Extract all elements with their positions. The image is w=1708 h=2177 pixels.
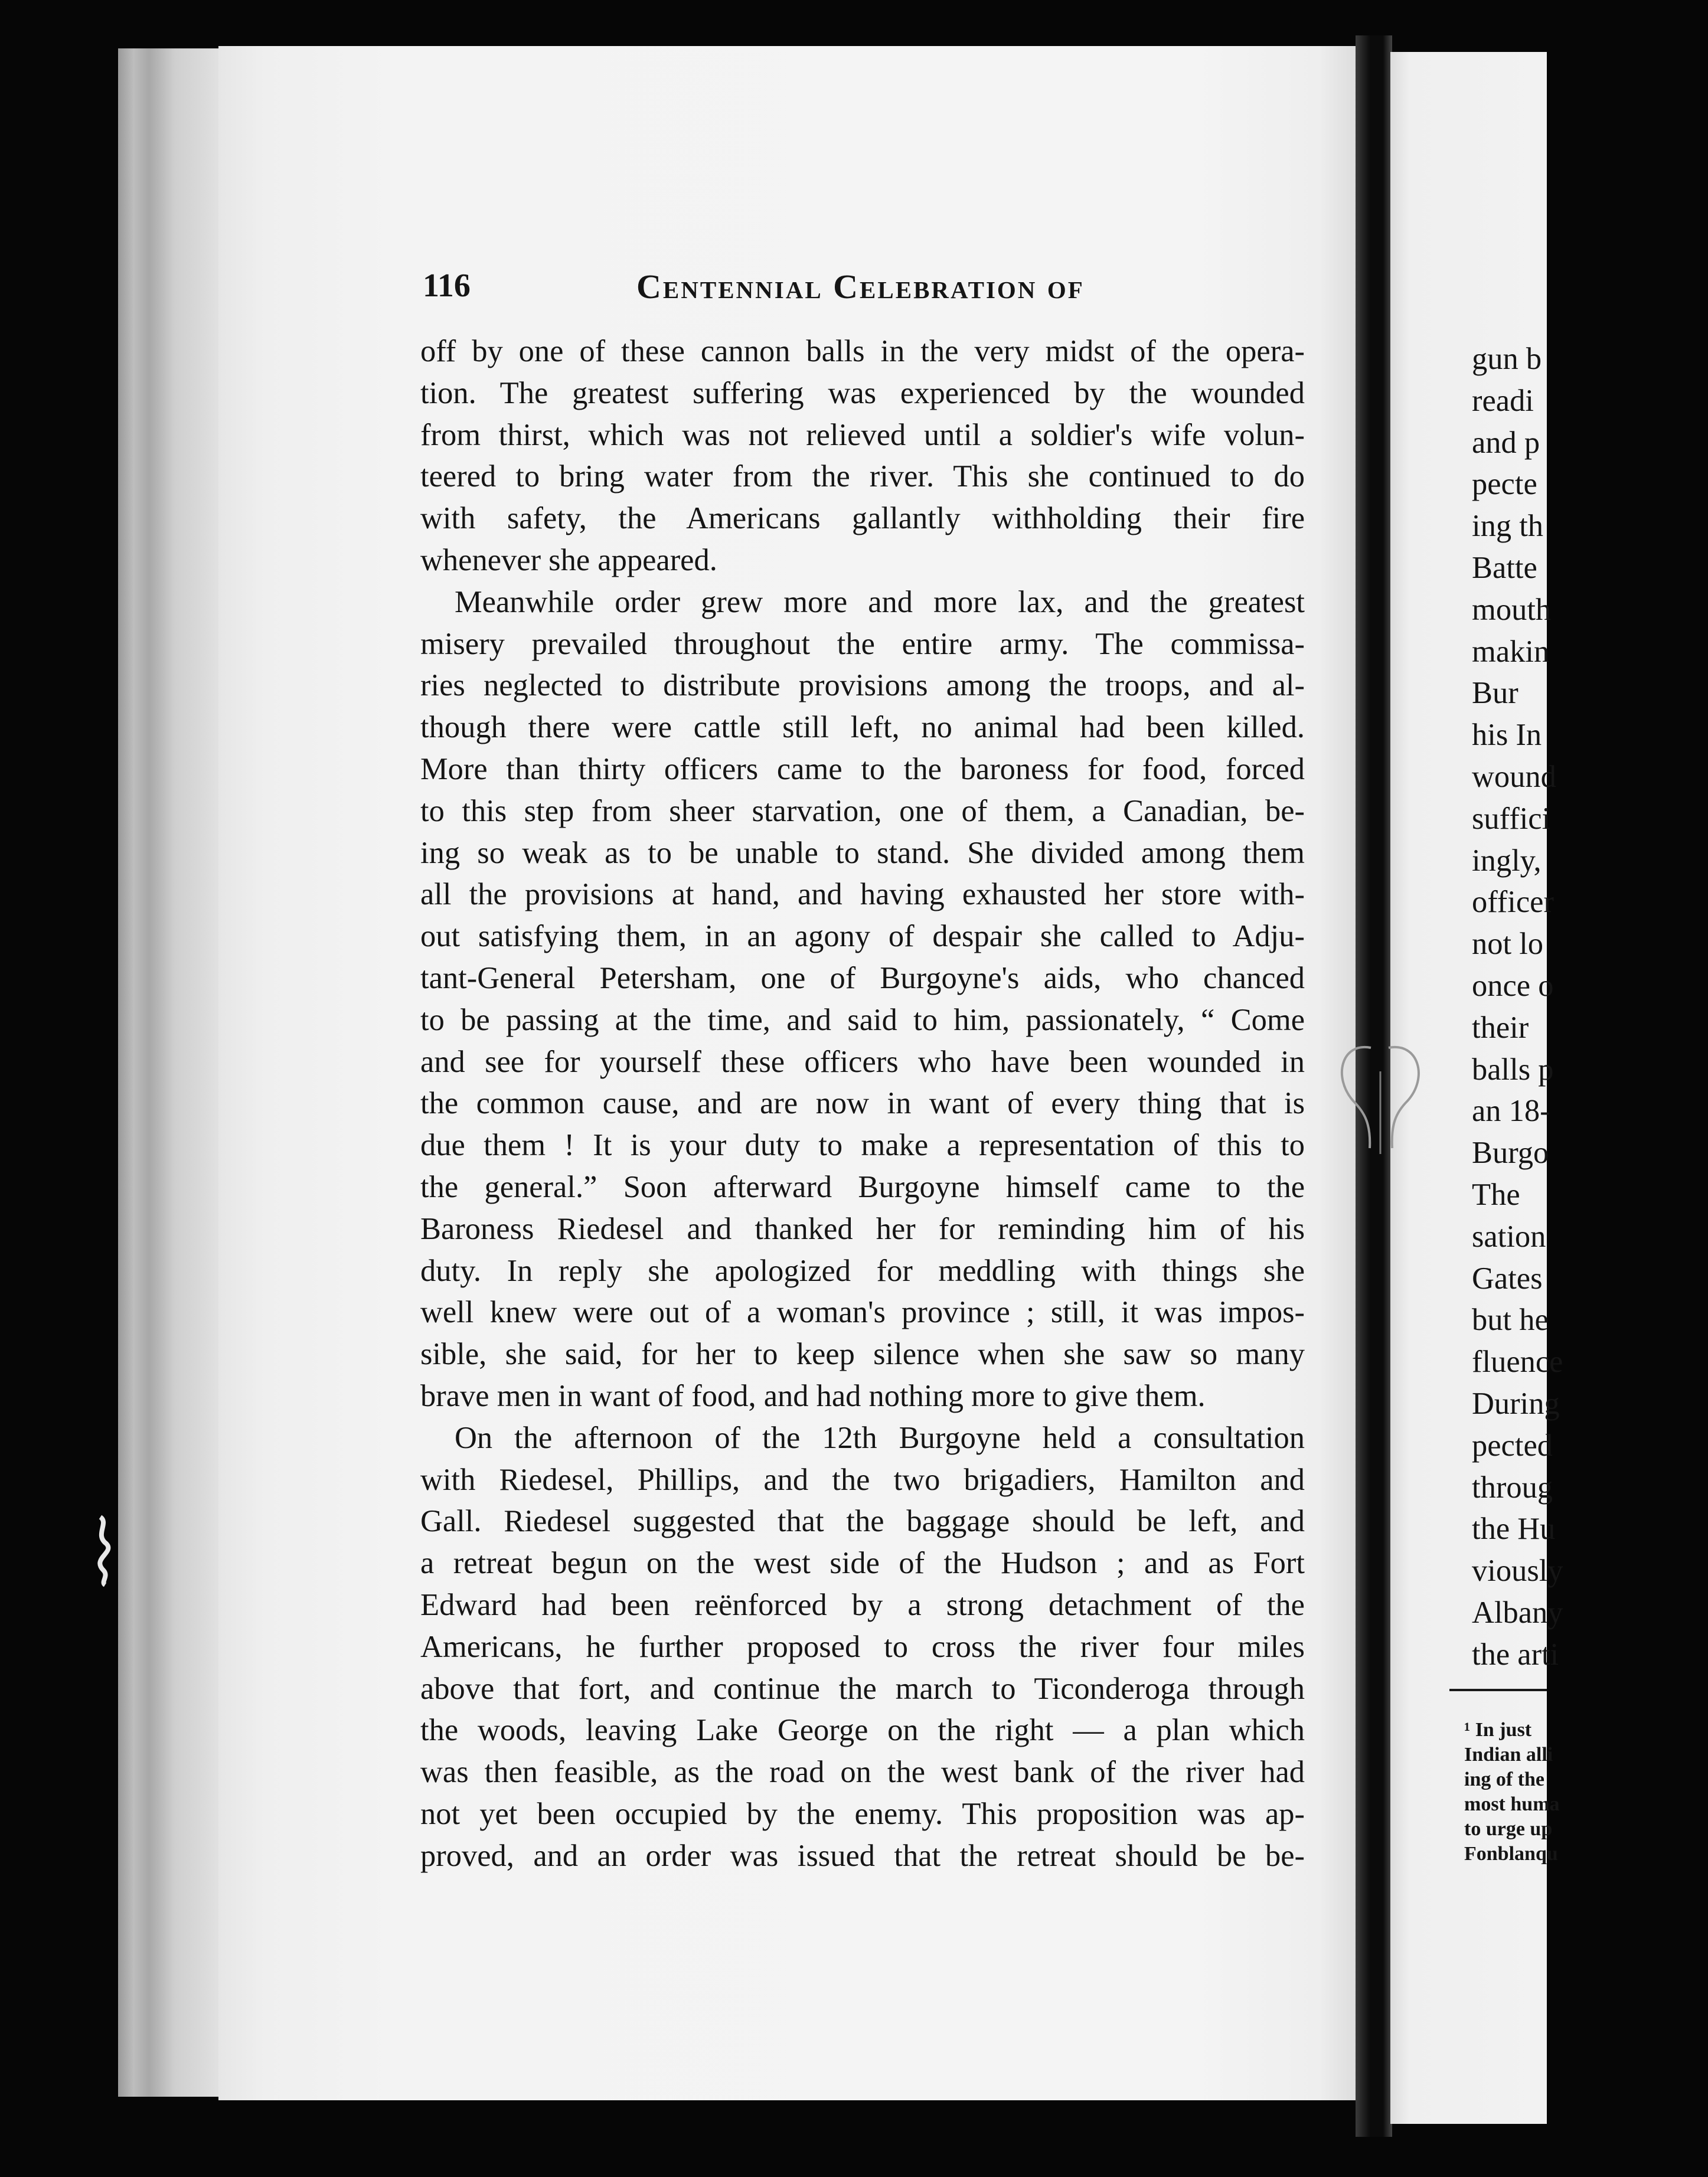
- facing-line: pecte: [1472, 467, 1537, 502]
- text-line: duty. In reply she apologized for meddling with things she: [420, 1253, 1305, 1288]
- facing-line: his In: [1472, 718, 1542, 753]
- text-line: was then feasible, as the road on the west bank of the river had: [420, 1755, 1305, 1790]
- text-line: due them ! It is your duty to make a representation of this to: [420, 1128, 1305, 1163]
- book-edge: [118, 48, 221, 2097]
- text-line: Baroness Riedesel and thanked her for reminding him of his: [420, 1211, 1305, 1246]
- text-line: proved, and an order was issued that the retreat should be be-: [420, 1838, 1305, 1873]
- text-line: ries neglected to distribute provisions among the troops, and al-: [420, 668, 1305, 703]
- facing-line: Albany: [1472, 1595, 1563, 1630]
- facing-line: wound: [1472, 759, 1556, 794]
- body-text: [420, 331, 1305, 1877]
- facing-line: During: [1472, 1386, 1560, 1421]
- page-number: 116: [423, 267, 471, 304]
- facing-line: gun b: [1472, 342, 1542, 376]
- text-line: Edward had been reënforced by a strong detachment of the: [420, 1587, 1305, 1622]
- facing-page-text: [1472, 338, 1708, 1676]
- text-line: above that fort, and continue the march to Ticonderoga through: [420, 1671, 1305, 1706]
- text-line: whenever she appeared.: [420, 542, 717, 577]
- text-line: tant-General Petersham, one of Burgoyne's aids, who chanced: [420, 960, 1305, 995]
- text-line: On the afternoon of the 12th Burgoyne held a consultation: [455, 1420, 1305, 1455]
- footnote-line: ¹ In just: [1464, 1719, 1532, 1741]
- text-line: and see for yourself these officers who have been wounded in: [420, 1044, 1305, 1079]
- facing-line: once o: [1472, 968, 1554, 1003]
- paper-clip-icon: [1330, 1036, 1431, 1160]
- facing-line: Batte: [1472, 550, 1537, 585]
- text-line: with safety, the Americans gallantly withholding their fire: [420, 501, 1305, 536]
- facing-line: balls p: [1472, 1052, 1554, 1087]
- facing-line: but he: [1472, 1303, 1549, 1338]
- facing-line: mouth: [1472, 592, 1552, 627]
- facing-line: viously: [1472, 1554, 1563, 1588]
- text-line: tion. The greatest suffering was experienced by the wounded: [420, 375, 1305, 410]
- facing-line: and p: [1472, 425, 1540, 460]
- text-line: the woods, leaving Lake George on the right — a plan which: [420, 1713, 1305, 1748]
- facing-line: ing th: [1472, 509, 1544, 544]
- text-line: a retreat begun on the west side of the Hudson ; and as Fort: [420, 1546, 1305, 1581]
- facing-line: Bur: [1472, 676, 1518, 711]
- text-line: though there were cattle still left, no animal had been killed.: [420, 710, 1305, 745]
- facing-line: Gates: [1472, 1261, 1543, 1296]
- text-line: with Riedesel, Phillips, and the two brigadiers, Hamilton and: [420, 1462, 1305, 1497]
- facing-line: not lo: [1472, 927, 1544, 962]
- facing-line: their: [1472, 1010, 1529, 1045]
- facing-line: fluence: [1472, 1345, 1563, 1380]
- text-line: brave men in want of food, and had nothing more to give them.: [420, 1378, 1206, 1413]
- footnote-rule: [1449, 1689, 1547, 1691]
- binding-mark-icon: [89, 1511, 118, 1588]
- facing-line: makin: [1472, 634, 1550, 669]
- facing-line: the Hu: [1472, 1512, 1556, 1547]
- text-line: to be passing at the time, and said to him, passionately, “ Come: [420, 1002, 1305, 1037]
- text-line: ing so weak as to be unable to stand. She divided among them: [420, 835, 1305, 870]
- text-line: from thirst, which was not relieved until a soldier's wife volun-: [420, 417, 1305, 452]
- text-line: the common cause, and are now in want of every thing that is: [420, 1086, 1305, 1121]
- text-line: Gall. Riedesel suggested that the baggage should be left, and: [420, 1504, 1305, 1539]
- text-line: misery prevailed throughout the entire army. The commissa-: [420, 626, 1305, 661]
- facing-line: an 18-: [1472, 1094, 1550, 1129]
- text-line: Americans, he further proposed to cross the river four miles: [420, 1629, 1305, 1664]
- facing-line: the arti: [1472, 1637, 1559, 1672]
- text-line: Meanwhile order grew more and more lax, and the greatest: [455, 584, 1305, 619]
- footnote-line: to urge up: [1464, 1818, 1553, 1840]
- facing-line: officer: [1472, 885, 1554, 920]
- text-line: to this step from sheer starvation, one of them, a Canadian, be-: [420, 793, 1305, 828]
- facing-line: readi: [1472, 383, 1534, 418]
- text-line: all the provisions at hand, and having exhausted her store with-: [420, 877, 1305, 912]
- text-line: off by one of these cannon balls in the very midst of the opera-: [420, 334, 1305, 368]
- text-line: out satisfying them, in an agony of despair she called to Adju-: [420, 919, 1305, 954]
- facing-line: suffici: [1472, 801, 1551, 836]
- facing-line: ingly,: [1472, 843, 1542, 878]
- facing-line: sation: [1472, 1219, 1546, 1254]
- facing-line: pected: [1472, 1428, 1553, 1463]
- footnote-line: most huma: [1464, 1793, 1560, 1815]
- text-line: teered to bring water from the river. This she continued to do: [420, 459, 1305, 494]
- facing-line: throug: [1472, 1470, 1553, 1505]
- text-line: the general.” Soon afterward Burgoyne himself came to the: [420, 1169, 1305, 1204]
- text-line: well knew were out of a woman's province ; still, it was impos-: [420, 1295, 1305, 1330]
- footnote-line: ing of the: [1464, 1769, 1544, 1790]
- footnote-line: Fonblanqu: [1464, 1843, 1558, 1865]
- running-head: Centennial Celebration of: [636, 267, 1085, 306]
- text-line: More than thirty officers came to the baroness for food, forced: [420, 751, 1305, 786]
- text-line: sible, she said, for her to keep silence when she saw so many: [420, 1337, 1305, 1372]
- facing-footnote: [1464, 1718, 1582, 1867]
- facing-line: Burgo: [1472, 1136, 1549, 1171]
- footnote-line: Indian alli: [1464, 1744, 1553, 1766]
- text-line: not yet been occupied by the enemy. This proposition was ap-: [420, 1796, 1305, 1831]
- facing-line: The: [1472, 1177, 1520, 1212]
